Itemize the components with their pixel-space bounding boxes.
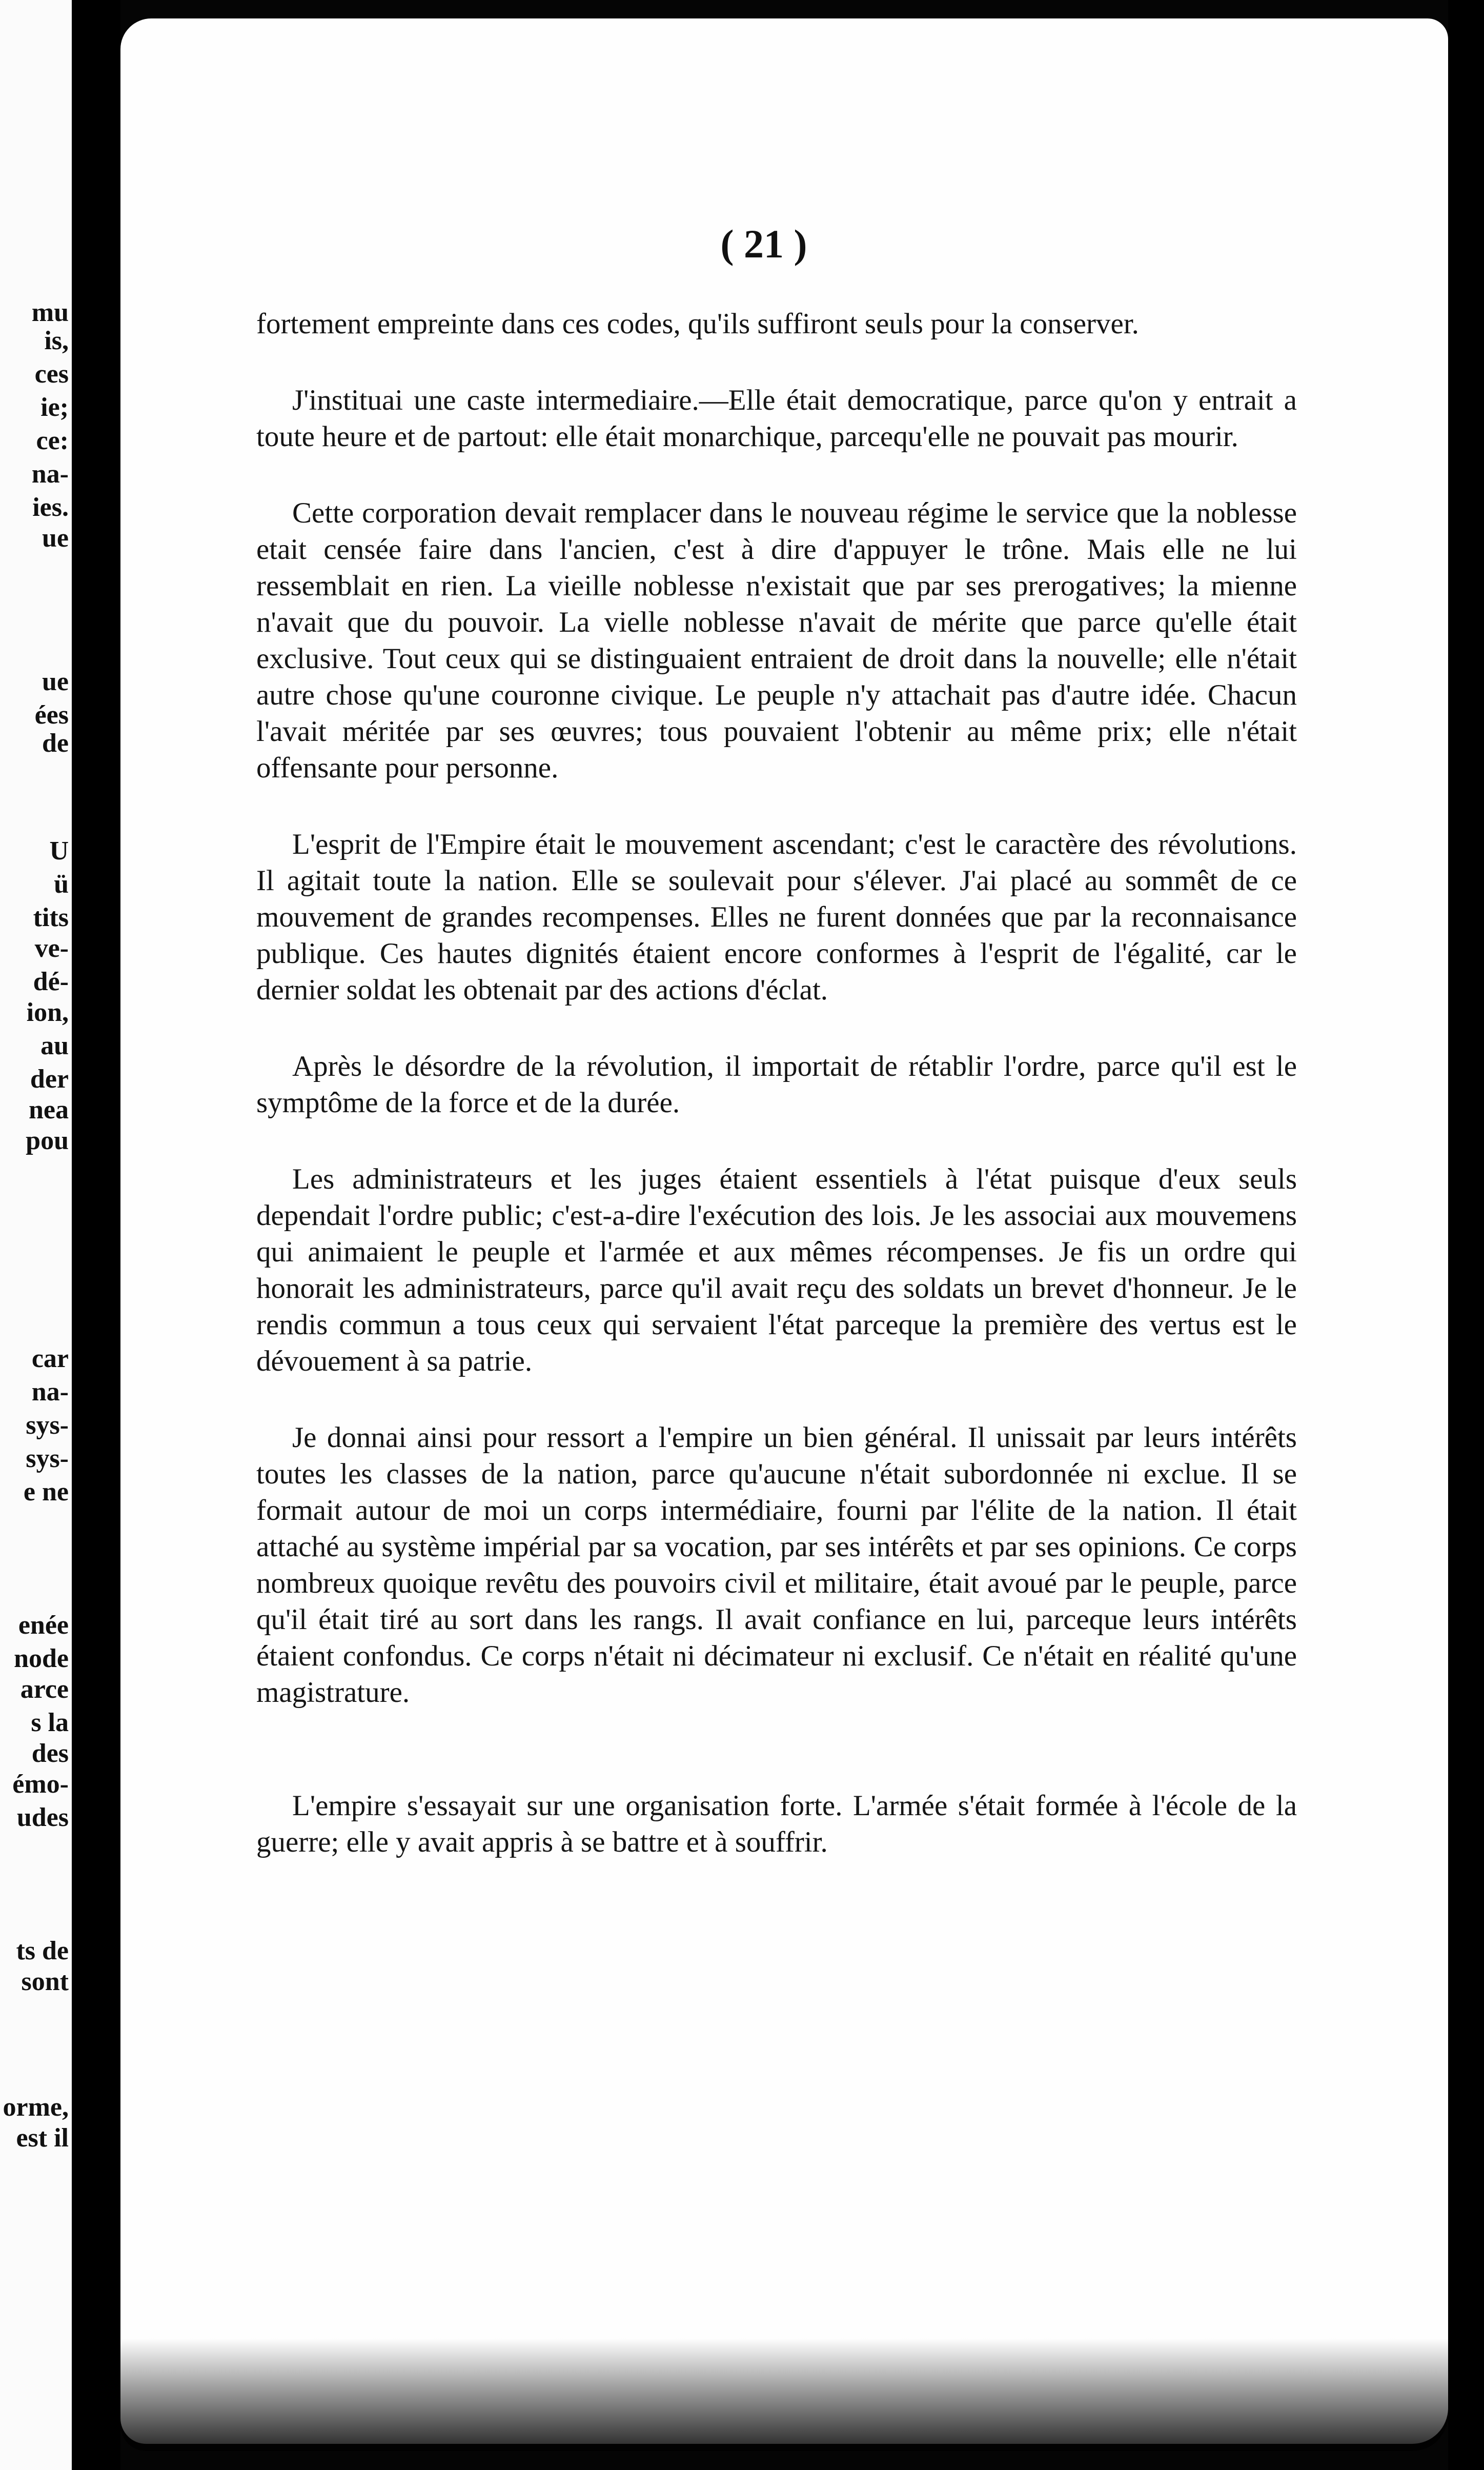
- book-gutter: [72, 0, 120, 2470]
- paragraph-2: J'instituai une caste intermediaire.—Elle était democratique, parce qu'on y entrait a toute heure et de partout: elle était monarchique, parcequ'elle ne pouvait pas mourir.: [256, 384, 1297, 453]
- previous-page-fragment: enée: [18, 1611, 69, 1640]
- scan-edge-right: [1448, 0, 1484, 2470]
- paragraph-8: L'empire s'essayait sur une organisation forte. L'armée s'était formée à l'école de la guerre; elle y avait appris à se battre et à souffrir.: [256, 1790, 1297, 1858]
- previous-page-fragment: ce:: [36, 426, 69, 455]
- scan-noise-bottom: [120, 2338, 1448, 2451]
- previous-page-fragment: U: [49, 836, 69, 866]
- previous-page-fragment: émo-: [12, 1770, 69, 1799]
- previous-page-fragment: na-: [31, 1377, 69, 1407]
- previous-page-fragment: dé-: [33, 967, 69, 996]
- previous-page-fragment: des: [31, 1739, 69, 1768]
- paragraph-6: Les administrateurs et les juges étaient essentiels à l'état puisque d'eux seuls dependait l'ordre public; c'est-a-dire l'exécution des lois. Je les associai aux mouvemens qui animaient le peuple et l'armée et aux mêmes récompenses. Je fis un ordre qui honorait les administrateurs, parce qu'il avait reçu des soldats un brevet d'honneur. Je le rendis commun a tous ceux qui servaient l'état parceque la première des vertus est le dévouement à sa patrie.: [256, 1163, 1297, 1377]
- previous-page-fragment: node: [14, 1644, 69, 1673]
- previous-page-fragment: arce: [20, 1675, 69, 1704]
- previous-page-fragment: ées: [34, 700, 69, 730]
- previous-page-fragment: ces: [34, 359, 69, 389]
- previous-page-fragment: orme,: [3, 2093, 69, 2122]
- previous-page-fragment: pou: [26, 1126, 69, 1155]
- previous-page-fragment: udes: [16, 1803, 69, 1832]
- page-number: ( 21 ): [720, 222, 807, 266]
- previous-page-fragment: ies.: [32, 493, 69, 522]
- paragraph-3: Cette corporation devait remplacer dans le nouveau régime le service que la noblesse etait censée faire dans l'ancien, c'est à dire d'appuyer le trône. Mais elle ne lui ressemblait en rien. La vieille noblesse n'existait que par ses prerogatives; la mienne n'avait que du pouvoir. La vielle noblesse n'avait de mérite que parce qu'elle était exclusive. Tout ceux qui se distinguaient entraient de droit dans la nouvelle; elle n'était autre chose qu'une couronne civique. Le peuple n'y attachait pas d'autre idée. Chacun l'avait méritée par ses œuvres; tous pouvaient l'obtenir au même prix; elle n'était offensante pour personne.: [256, 497, 1297, 784]
- previous-page-fragment: mu: [31, 298, 69, 327]
- previous-page-fragment: s la: [31, 1708, 69, 1737]
- previous-page-fragment: is,: [44, 326, 69, 355]
- previous-page-fragment: na-: [31, 459, 69, 489]
- previous-page-fragment: car: [31, 1344, 69, 1373]
- previous-page-fragment: der: [30, 1065, 69, 1094]
- previous-page-fragment: ue: [42, 667, 69, 696]
- previous-page-fragment: sont: [21, 1967, 69, 1996]
- previous-page-fragment: ie;: [40, 393, 69, 422]
- previous-page-fragment: sys-: [26, 1411, 69, 1440]
- previous-page-fragment: de: [42, 729, 69, 758]
- previous-page-fragment: nea: [29, 1095, 69, 1124]
- book-page: [120, 18, 1448, 2444]
- paragraph-5: Après le désordre de la révolution, il importait de rétablir l'ordre, parce qu'il est le symptôme de la force et de la durée.: [256, 1050, 1297, 1119]
- previous-page-fragment: ion,: [26, 998, 69, 1027]
- previous-page-fragment: ts de: [16, 1936, 69, 1965]
- previous-page-fragment: sys-: [26, 1444, 69, 1473]
- previous-page-fragment: ue: [42, 524, 69, 553]
- previous-page-fragment: e ne: [23, 1477, 69, 1507]
- paragraph-4: L'esprit de l'Empire était le mouvement ascendant; c'est le caractère des révolutions. Il agitait toute la nation. Elle se soulevait pour s'élever. J'ai placé au sommêt de ce mouvement de grandes recompenses. Elles ne furent données que par la reconnaisance publique. Ces hautes dignités étaient encore conformes à l'esprit de l'égalité, car le dernier soldat les obtenait par des actions d'éclat.: [256, 828, 1297, 1006]
- previous-page-fragment: au: [40, 1031, 69, 1060]
- previous-page-fragment: ü: [54, 870, 69, 899]
- previous-page-strip: [0, 0, 72, 2470]
- previous-page-fragment: ve-: [34, 934, 69, 963]
- paragraph-7: Je donnai ainsi pour ressort a l'empire un bien général. Il unissait par leurs intérêts toutes les classes de la nation, parce qu'aucune n'était subordonnée ni exclue. Il se formait autour de moi un corps intermédiaire, fourni par l'élite de la nation. Il était attaché au système impérial par sa vocation, par ses intérêts et par ses opinions. Ce corps nombreux quoique revêtu des pouvoirs civil et militaire, était avoué par le peuple, parce qu'il était tiré au sort dans les rangs. Il avait confiance en lui, parceque leurs intérêts étaient confondus. Ce corps n'était ni décimateur ni exclusif. Ce n'était en réalité qu'une magistrature.: [256, 1421, 1297, 1709]
- previous-page-fragment: tits: [33, 903, 69, 932]
- paragraph-1: fortement empreinte dans ces codes, qu'ils suffiront seuls pour la conserver.: [256, 308, 1139, 340]
- previous-page-fragment: est il: [16, 2123, 69, 2153]
- text-column: [256, 306, 1297, 1900]
